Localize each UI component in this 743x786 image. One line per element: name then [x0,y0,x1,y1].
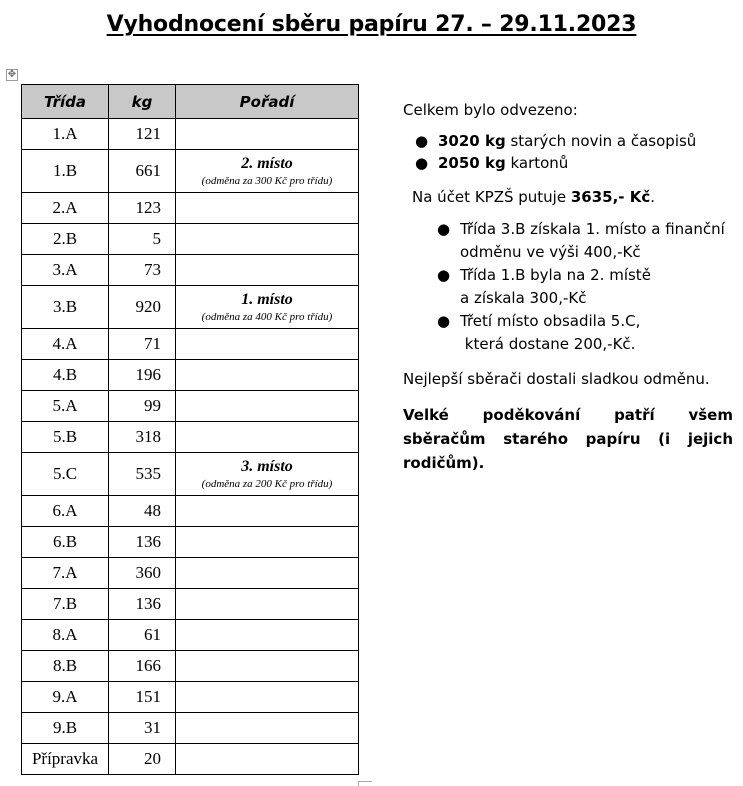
cell-class: 5.B [22,422,109,453]
reward-note: (odměna za 400 Kč pro třídu) [201,310,333,323]
cell-kg: 71 [109,329,176,360]
thanks-note: Velké poděkování patří všem sběračům starého papíru (i jejich rodičům). [403,406,733,472]
cell-rank [176,255,359,286]
summary-intro: Celkem bylo odvezeno: [403,101,578,119]
table-move-handle-icon[interactable]: ✥ [7,69,17,80]
award-line-2: a získala 300,-Kč [460,289,587,307]
cell-rank [176,453,359,496]
total-amount: 2050 kg [438,154,506,172]
header-rank: Pořadí [176,85,359,119]
cell-class: 4.B [22,360,109,391]
table-row [22,119,359,150]
award-line-1: Třída 3.B získala 1. místo a finanční [460,220,725,238]
table-row [22,496,359,527]
cell-rank [176,496,359,527]
table-row [22,558,359,589]
cell-rank [176,286,359,329]
cell-kg: 318 [109,422,176,453]
cell-kg: 123 [109,193,176,224]
bullet-icon: ● [437,266,451,284]
cell-class: 7.B [22,589,109,620]
totals-list [403,130,733,174]
table-row [22,589,359,620]
awards-list [403,218,733,356]
cell-rank [176,651,359,682]
table-row [22,329,359,360]
table-row [22,651,359,682]
cell-class: 9.B [22,713,109,744]
results-table [21,84,359,775]
cell-kg: 5 [109,224,176,255]
total-amount: 3020 kg [438,132,506,150]
table-row [22,682,359,713]
cell-class: 8.A [22,620,109,651]
cell-class: 6.A [22,496,109,527]
cell-kg: 99 [109,391,176,422]
table-row [22,713,359,744]
cell-class: 5.C [22,453,109,496]
cell-class: 9.A [22,682,109,713]
list-item [437,218,733,264]
bullet-icon: ● [415,154,429,172]
cell-rank [176,391,359,422]
table-header-row [22,85,359,119]
list-item [415,130,733,152]
cell-rank [176,744,359,775]
cell-rank [176,422,359,453]
table-row [22,453,359,496]
table-resize-handle[interactable] [358,781,372,786]
cell-class: 3.B [22,286,109,329]
cell-rank [176,589,359,620]
rank-label: 3. místo [241,458,293,476]
table-row [22,193,359,224]
cell-kg: 196 [109,360,176,391]
award-line-2: odměnu ve výši 400,-Kč [460,243,641,261]
cell-rank [176,558,359,589]
account-line [403,188,733,206]
table-row [22,255,359,286]
sweets-note: Nejlepší sběrači dostali sladkou odměnu. [403,370,710,388]
cell-kg: 920 [109,286,176,329]
list-item [437,310,733,356]
cell-kg: 61 [109,620,176,651]
cell-rank [176,150,359,193]
cell-kg: 20 [109,744,176,775]
table-row [22,150,359,193]
cell-kg: 48 [109,496,176,527]
cell-rank [176,224,359,255]
award-line-2: která dostane 200,-Kč. [460,335,636,353]
table-row [22,360,359,391]
summary-panel [403,101,733,475]
cell-kg: 73 [109,255,176,286]
page-title: Vyhodnocení sběru papíru 27. – 29.11.2023 [106,12,637,37]
cell-class: 2.A [22,193,109,224]
cell-class: 5.A [22,391,109,422]
cell-kg: 151 [109,682,176,713]
header-kg: kg [109,85,176,119]
reward-note: (odměna za 300 Kč pro třídu) [201,174,333,187]
bullet-icon: ● [437,220,451,238]
account-amount: 3635,- Kč [570,188,651,206]
cell-rank [176,527,359,558]
total-text: starých novin a časopisů [505,132,697,150]
cell-kg: 661 [109,150,176,193]
cell-rank [176,119,359,150]
cell-rank [176,329,359,360]
list-item [437,264,733,310]
table-row [22,527,359,558]
cell-class: 4.A [22,329,109,360]
cell-class: 2.B [22,224,109,255]
award-line-1: Třetí místo obsadila 5.C, [460,312,641,330]
table-row [22,422,359,453]
cell-class: 8.B [22,651,109,682]
list-item [415,152,733,174]
header-class: Třída [22,85,109,119]
cell-rank [176,360,359,391]
cell-class: 7.A [22,558,109,589]
cell-class: Přípravka [22,744,109,775]
reward-note: (odměna za 200 Kč pro třídu) [201,477,333,490]
account-prefix: Na účet KPZŠ putuje [412,188,571,206]
rank-label: 2. místo [241,155,293,173]
bullet-icon: ● [415,132,429,150]
cell-kg: 121 [109,119,176,150]
table-row [22,286,359,329]
bullet-icon: ● [437,312,451,330]
rank-label: 1. místo [241,291,293,309]
cell-kg: 166 [109,651,176,682]
cell-rank [176,193,359,224]
cell-class: 3.A [22,255,109,286]
cell-kg: 136 [109,589,176,620]
cell-class: 1.A [22,119,109,150]
cell-rank [176,713,359,744]
table-row [22,224,359,255]
table-row [22,744,359,775]
cell-rank [176,682,359,713]
cell-kg: 360 [109,558,176,589]
cell-class: 1.B [22,150,109,193]
account-suffix: . [650,188,656,206]
cell-kg: 535 [109,453,176,496]
cell-class: 6.B [22,527,109,558]
cell-kg: 136 [109,527,176,558]
table-row [22,620,359,651]
cell-rank [176,620,359,651]
table-row [22,391,359,422]
award-line-1: Třída 1.B byla na 2. místě [460,266,651,284]
total-text: kartonů [505,154,569,172]
cell-kg: 31 [109,713,176,744]
